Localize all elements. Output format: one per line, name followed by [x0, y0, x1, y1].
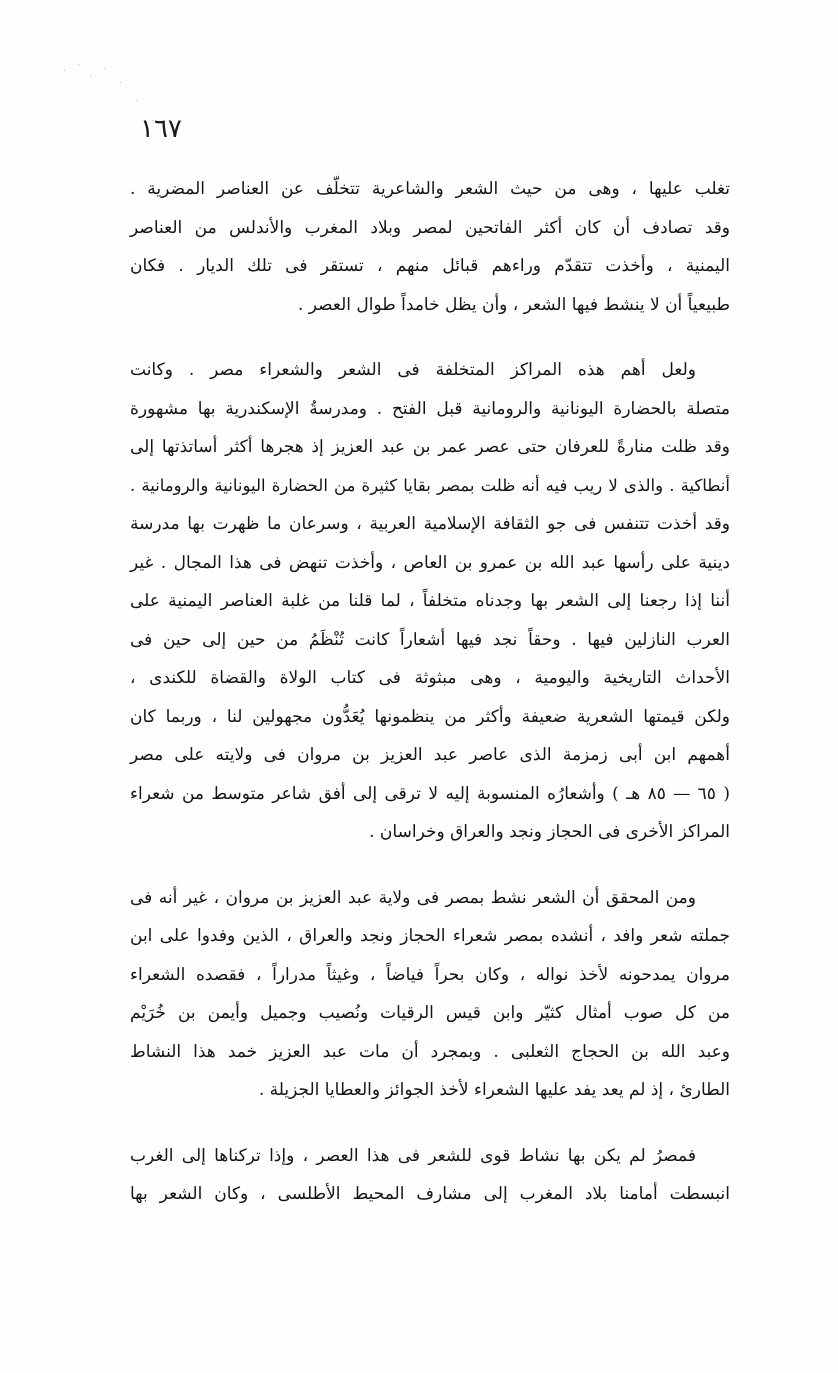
- paragraph-4: [130, 1137, 730, 1214]
- scan-speck: [104, 68, 105, 69]
- text-line: طبيعياً أن لا ينشط فيها الشعر ، وأن يظل خامداً طوال العصر .: [297, 294, 730, 315]
- text-line: ( ٦٥ — ٨٥ هـ ) وأشعارُه المنسوبة إليه لا ترقى إلى أفق شاعر متوسط من شعراء: [130, 783, 730, 804]
- text-line: مروان يمدحونه لأخذ نواله ، وكان بحراً فياضاً ، وغيثاً مدراراً ، فقصده الشعراء: [130, 964, 730, 985]
- paragraph-2: [130, 351, 730, 852]
- text-line: وقد ظلت منارةً للعرفان حتى عصر عمر بن عبد العزيز إذ هجرها أكثر أساتذتها إلى: [130, 437, 730, 457]
- page-number: ١٦٧: [140, 114, 182, 144]
- text-line: ومن المحقق أن الشعر نشط بمصر فى ولاية عبد العزيز بن مروان ، غير أنه فى: [130, 887, 696, 908]
- body-text: [130, 170, 730, 1214]
- scan-speck: [64, 70, 65, 71]
- text-line: ولكن قيمتها الشعرية ضعيفة وأكثر من ينظمونها يُعَدُّون مجهولين لنا ، وربما كان: [130, 706, 730, 727]
- text-line: أننا إذا رجعنا إلى الشعر بها وجدناه متخلفاً ، لما قلنا من غلبة العناصر اليمنية على: [130, 591, 730, 611]
- scan-speck: [136, 100, 137, 101]
- paragraph-1: [130, 170, 730, 324]
- text-line: اليمنية ، وأخذت تتقدّم وراءهم قبائل منهم ، تستقر فى تلك الديار . فكان: [130, 256, 730, 276]
- text-line: العرب النازلين فيها . وحقاً نجد فيها أشعاراً كانت تُنْظَمُ من حين إلى حين فى: [130, 629, 730, 650]
- text-line: وقد أخذت تتنفس فى جو الثقافة الإسلامية العربية ، وسرعان ما ظهرت بها مدرسة: [130, 514, 730, 534]
- text-line: الطارئ ، إذ لم يعد يفد عليها الشعراء لأخذ الجوائز والعطايا الجزيلة .: [258, 1080, 730, 1100]
- text-line: المراكز الأخرى فى الحجاز ونجد والعراق وخراسان .: [369, 822, 730, 842]
- text-line: من كل صوب أمثال كثيّر وابن قيس الرقيات ونُصيب وجميل وأيمن بن خُرَيْم: [130, 1003, 730, 1023]
- text-line: ولعل أهم هذه المراكز المتخلفة فى الشعر والشعراء مصر . وكانت: [130, 360, 696, 380]
- text-line: متصلة بالحضارة اليونانية والرومانية قبل الفتح . ومدرسةُ الإسكندرية بها مشهورة: [130, 398, 730, 419]
- scan-speck: [120, 82, 121, 83]
- text-line: الأحداث التاريخية واليومية ، وهى مبثوثة فى كتاب الولاة والقضاة للكندى ،: [130, 668, 730, 688]
- text-line: تغلب عليها ، وهى من حيث الشعر والشاعرية تتخلّف عن العناصر المضرية .: [130, 179, 730, 199]
- paragraph-3: [130, 879, 730, 1110]
- text-line: انبسطت أمامنا بلاد المغرب إلى مشارف المحيط الأطلسى ، وكان الشعر بها: [130, 1184, 730, 1204]
- text-line: أهمهم ابن أبى زمزمة الذى عاصر عبد العزيز بن مروان فى ولايته على مصر: [130, 745, 730, 765]
- text-line: جملته شعر وافد ، أنشده بمصر شعراء الحجاز ونجد والعراق ، الذين وفدوا على ابن: [130, 926, 730, 946]
- scan-speck: [90, 76, 91, 77]
- text-line: وعبد الله بن الحجاج الثعلبى . وبمجرد أن مات عبد العزيز خمد هذا النشاط: [130, 1041, 730, 1062]
- scan-speck: [78, 64, 79, 65]
- text-line: دينية على رأسها عبد الله بن عمرو بن العاص ، وأخذت تنهض فى هذا المجال . غير: [130, 552, 730, 573]
- text-line: أنطاكية . والذى لا ريب فيه أنه ظلت بمصر بقايا كثيرة من الحضارة اليونانية والرومانية .: [130, 475, 730, 495]
- text-line: وقد تصادف أن كان أكثر الفاتحين لمصر وبلاد المغرب والأندلس من العناصر: [130, 217, 730, 238]
- text-line: فمصرُ لم يكن بها نشاط قوى للشعر فى هذا العصر ، وإذا تركناها إلى الغرب: [130, 1145, 696, 1166]
